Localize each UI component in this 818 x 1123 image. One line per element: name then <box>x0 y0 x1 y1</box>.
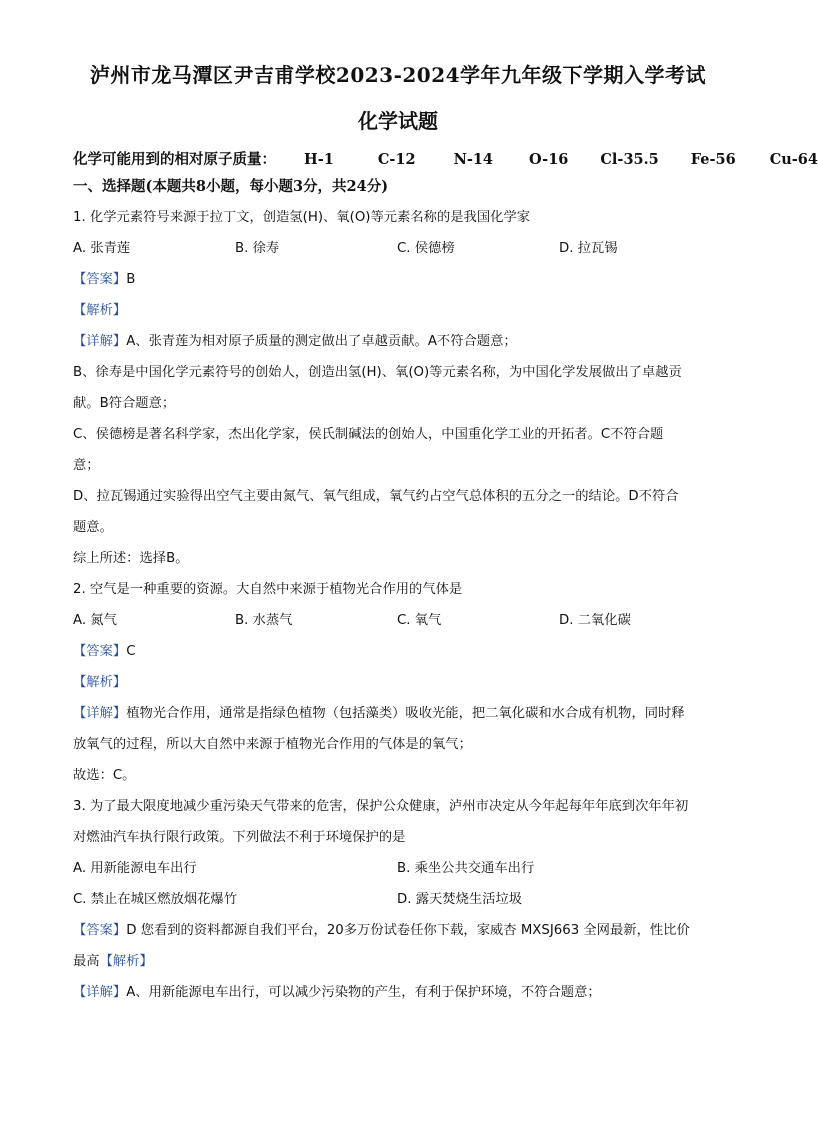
detail-tag: 【详解】 <box>73 985 127 1000</box>
summary-line: 综上所述：选择B。 <box>73 551 189 566</box>
answer-tag: 【答案】 <box>73 644 127 659</box>
question-2-options <box>73 611 723 631</box>
detail-line: 放氧气的过程，所以大自然中来源于植物光合作用的气体是的氧气； <box>73 737 472 752</box>
answer-value: D <box>126 923 137 938</box>
detail-line: 意； <box>73 458 100 473</box>
question-3-stem: 对燃油汽车执行限行政策。下列做法不利于环境保护的是 <box>73 830 406 845</box>
promo-line <box>73 952 723 972</box>
answer-value: C <box>126 644 136 659</box>
detail-tag: 【详解】 <box>73 706 127 721</box>
option-d: D. 露天焚烧生活垃圾 <box>397 892 523 907</box>
exam-page <box>73 62 818 1003</box>
detail-line <box>73 332 723 352</box>
section-heading: 一、选择题(本题共8小题，每小题3分，共24分) <box>73 178 389 195</box>
option-c: C. 氧气 <box>397 613 442 628</box>
analysis-tag: 【解析】 <box>99 954 153 969</box>
option-a: A. 张青莲 <box>73 241 131 256</box>
detail-line: D、拉瓦锡通过实验得出空气主要由氮气、氧气组成，氧气约占空气总体积的五分之一的结论。D不符合 <box>73 489 679 504</box>
atomic-masses <box>73 150 818 170</box>
answer-line <box>73 921 723 941</box>
detail-text: A、张青莲为相对原子质量的测定做出了卓越贡献。A不符合题意； <box>126 334 517 349</box>
detail-line: B、徐寿是中国化学元素符号的创始人，创造出氢(H)、氧(O)等元素名称，为中国化学发展做出了卓越贡 <box>73 365 682 380</box>
question-2-stem: 2. 空气是一种重要的资源。大自然中来源于植物光合作用的气体是 <box>73 582 463 597</box>
mass-item: C-12 <box>377 151 416 168</box>
mass-item: Fe-56 <box>690 151 736 168</box>
option-a: A. 用新能源电车出行 <box>73 861 197 876</box>
page-title: 泸州市龙马潭区尹吉甫学校2023-2024学年九年级下学期入学考试 <box>89 63 707 87</box>
option-a: A. 氮气 <box>73 613 117 628</box>
promo-text: 您看到的资料都源自我们平台，20多万份试卷任你下载，家威杏 MXSJ663 全网最新，性比价 <box>140 923 690 938</box>
summary-line: 故选：C。 <box>73 768 136 783</box>
mass-item: N-14 <box>453 151 494 168</box>
detail-line <box>73 983 723 1003</box>
answer-tag: 【答案】 <box>73 923 127 938</box>
question-3-stem: 3. 为了最大限度地减少重污染天气带来的危害，保护公众健康，泸州市决定从今年起每年年底到次年年初 <box>73 799 689 814</box>
mass-item: Cu-64 <box>769 151 818 168</box>
mass-item: Cl-35.5 <box>600 151 659 168</box>
detail-tag: 【详解】 <box>73 334 127 349</box>
option-b: B. 徐寿 <box>235 241 280 256</box>
option-c: C. 禁止在城区燃放烟花爆竹 <box>73 892 238 907</box>
option-c: C. 侯德榜 <box>397 241 455 256</box>
option-b: B. 乘坐公共交通车出行 <box>397 861 535 876</box>
page-subtitle: 化学试题 <box>358 109 438 133</box>
option-d: D. 二氧化碳 <box>559 613 631 628</box>
detail-line: 题意。 <box>73 520 113 535</box>
answer-line <box>73 270 723 290</box>
analysis-tag: 【解析】 <box>73 303 127 318</box>
answer-line <box>73 642 723 662</box>
question-1-options <box>73 239 723 259</box>
answer-value: B <box>126 272 136 287</box>
option-b: B. 水蒸气 <box>235 613 293 628</box>
detail-text: A、用新能源电车出行，可以减少污染物的产生，有利于保护环境，不符合题意； <box>126 985 601 1000</box>
atomic-masses-label: 化学可能用到的相对原子质量： <box>73 151 276 168</box>
analysis-tag: 【解析】 <box>73 675 127 690</box>
question-1-stem: 1. 化学元素符号来源于拉丁文，创造氢(H)、氧(O)等元素名称的是我国化学家 <box>73 210 531 225</box>
promo-text: 最高 <box>73 954 100 969</box>
detail-line: C、侯德榜是著名科学家，杰出化学家，侯氏制碱法的创始人，中国重化学工业的开拓者。C不符合题 <box>73 427 664 442</box>
answer-tag: 【答案】 <box>73 272 127 287</box>
option-d: D. 拉瓦锡 <box>559 241 618 256</box>
detail-line <box>73 704 723 724</box>
mass-item: O-16 <box>529 151 569 168</box>
detail-text: 植物光合作用，通常是指绿色植物（包括藻类）吸收光能，把二氧化碳和水合成有机物，同时释 <box>126 706 685 721</box>
mass-item: H-1 <box>304 151 334 168</box>
question-3-options <box>73 859 723 921</box>
detail-line: 献。B符合题意； <box>73 396 176 411</box>
